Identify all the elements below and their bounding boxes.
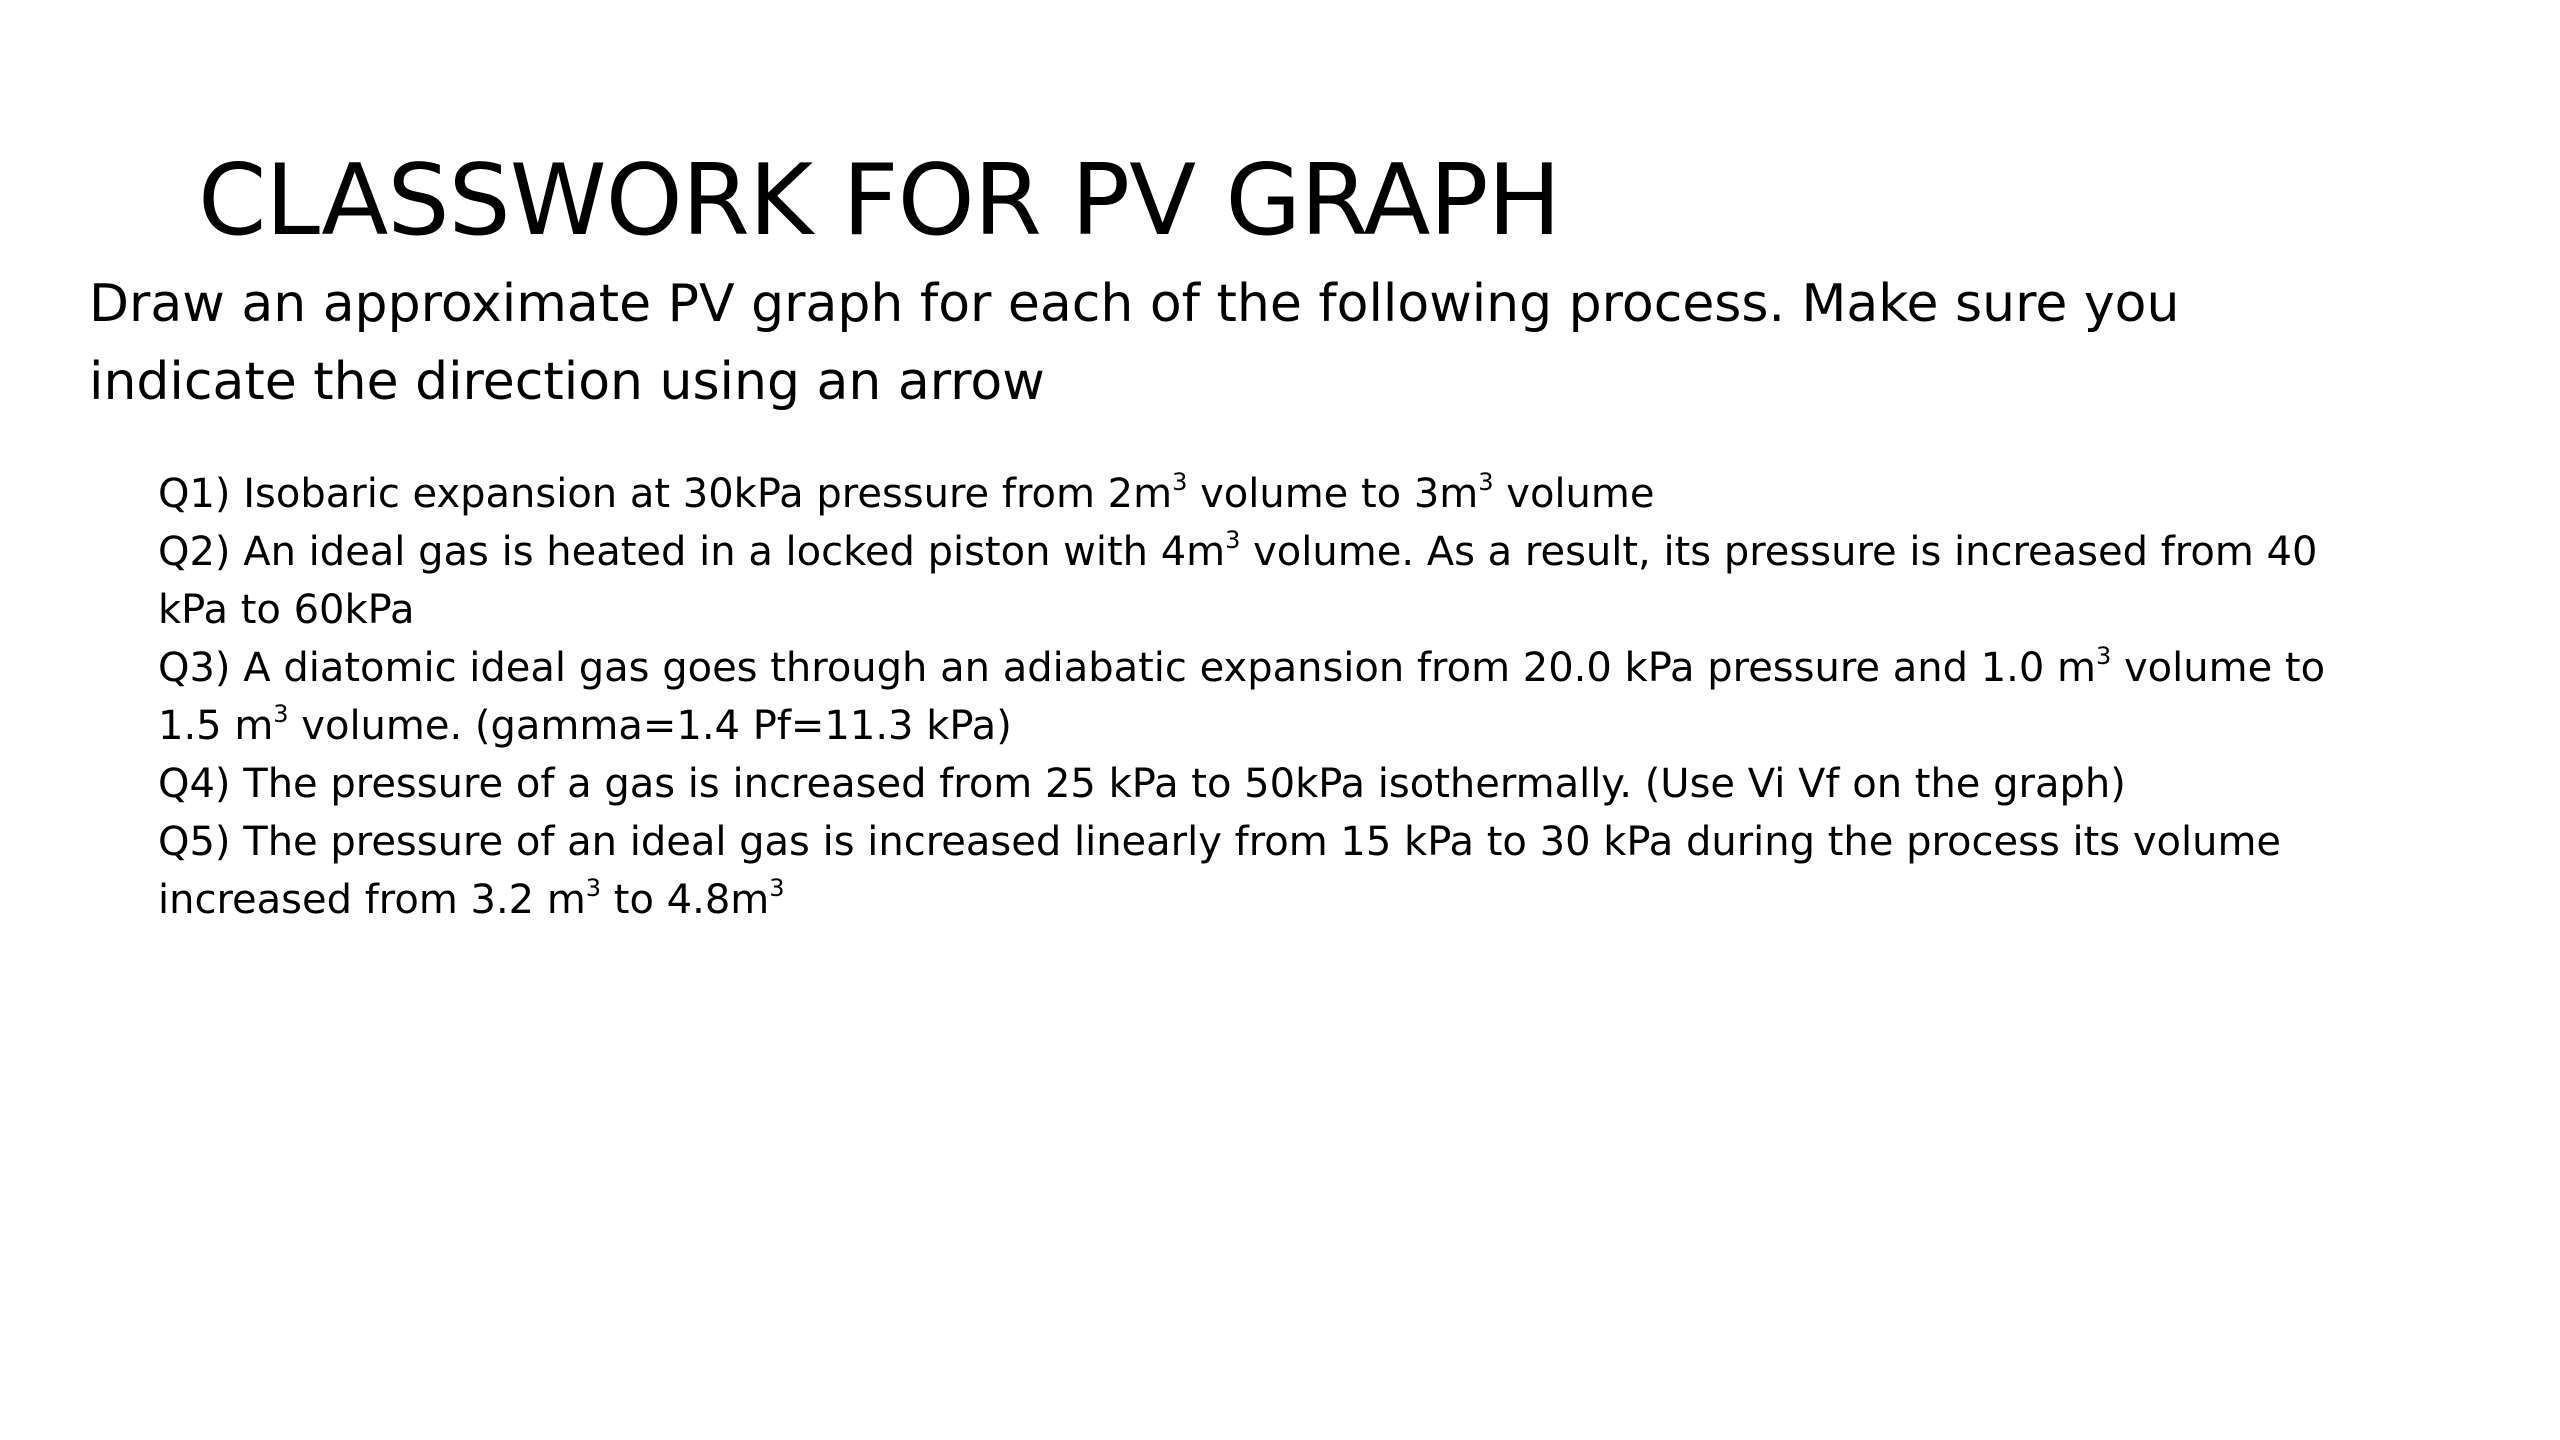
question-item	[158, 813, 2358, 929]
superscript: 3	[1172, 468, 1188, 497]
superscript: 3	[1225, 526, 1241, 555]
question-text: Q5) The pressure of an ideal gas is increased linearly from 15 kPa to 30 kPa during the process its volume increased from 3.2 m	[158, 819, 2282, 923]
question-text: Q3) A diatomic ideal gas goes through an adiabatic expansion from 20.0 kPa pressure and 1.0 m	[158, 645, 2096, 691]
question-list	[158, 465, 2358, 929]
superscript: 3	[1478, 468, 1494, 497]
question-text: volume. As a result, its pressure is increased from 40 kPa to 60kPa	[158, 529, 2318, 633]
question-item	[158, 639, 2358, 755]
question-text: volume to 3m	[1187, 471, 1479, 517]
question-text: volume. (gamma=1.4 Pf=11.3 kPa)	[288, 703, 1012, 749]
superscript: 3	[2096, 642, 2112, 671]
superscript: 3	[769, 874, 785, 903]
question-text: Q2) An ideal gas is heated in a locked piston with 4m	[158, 529, 1226, 575]
question-text: volume to 1.5 m	[158, 645, 2326, 749]
slide-title: CLASSWORK FOR PV GRAPH	[198, 144, 1561, 258]
question-text: Q1) Isobaric expansion at 30kPa pressure from 2m	[158, 471, 1173, 517]
question-text: Q4) The pressure of a gas is increased from 25 kPa to 50kPa isothermally. (Use Vi Vf on the graph)	[158, 761, 2126, 807]
question-text: to 4.8m	[601, 877, 770, 923]
question-item	[158, 465, 2358, 523]
question-item	[158, 523, 2358, 639]
question-text: volume	[1493, 471, 1655, 517]
superscript: 3	[273, 700, 289, 729]
superscript: 3	[585, 874, 602, 903]
slide-instructions: Draw an approximate PV graph for each of the following process. Make sure you indicate the direction using an arrow	[89, 274, 2180, 412]
question-item	[158, 755, 2358, 813]
